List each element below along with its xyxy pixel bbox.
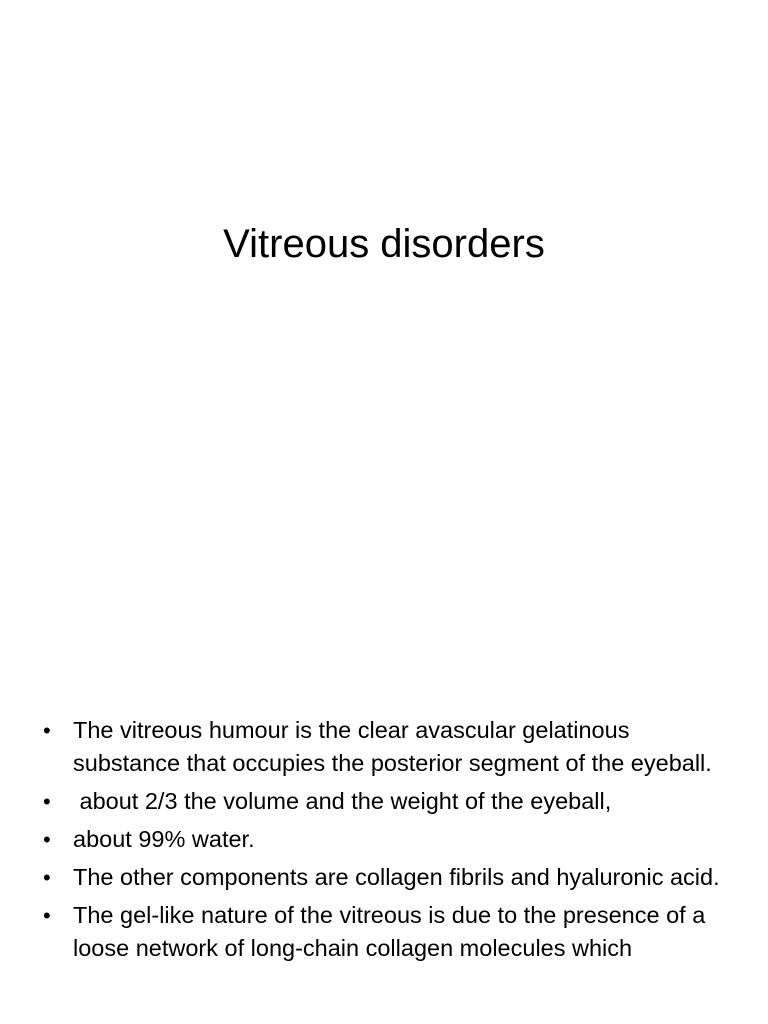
bullet-text: The other components are collagen fibrils and hyaluronic acid. [73,864,720,890]
bullet-text: The gel-like nature of the vitreous is due to the presence of a loose network of long-chain collagen molecules which [73,902,706,961]
bullet-dot-icon: • [43,903,51,928]
bullet-item [40,899,730,965]
bullet-text: about 2/3 the volume and the weight of the eyeball, [73,788,612,814]
bullet-dot-icon: • [43,718,51,743]
bullet-text: about 99% water. [73,826,255,852]
bullet-dot-icon: • [43,789,51,814]
bullet-list [40,714,730,970]
bullet-item [40,714,730,780]
bullet-item [40,861,730,894]
bullet-dot-icon: • [43,827,51,852]
bullet-item [40,785,730,818]
bullet-dot-icon: • [43,865,51,890]
bullet-text: The vitreous humour is the clear avascular gelatinous substance that occupies the posterior segment of the eyeball. [73,717,712,776]
bullet-item [40,823,730,856]
slide-title: Vitreous disorders [223,222,545,266]
